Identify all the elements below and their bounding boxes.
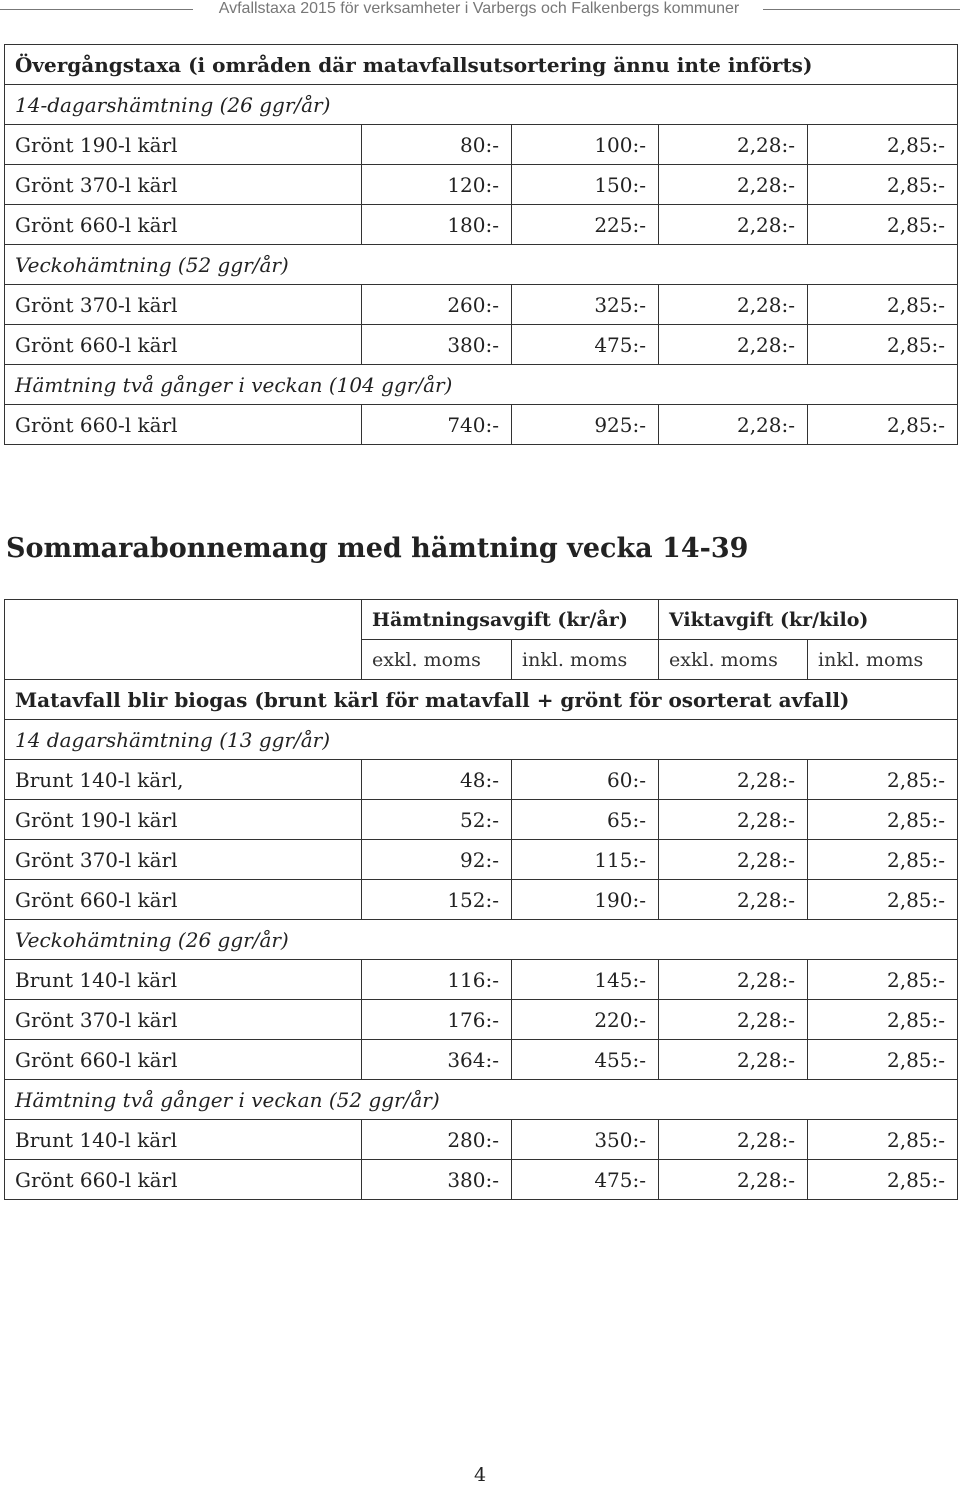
- table-row: [5, 285, 958, 325]
- fee-inkl-cell: 455:-: [512, 1040, 659, 1080]
- item-cell: Grönt 660-l kärl: [5, 205, 362, 245]
- header-blank-cell: [5, 600, 362, 680]
- fee-inkl-cell: 475:-: [512, 325, 659, 365]
- weight-exkl-cell: 2,28:-: [659, 760, 808, 800]
- table-title: Övergångstaxa (i områden där matavfallsutsortering ännu inte införts): [5, 45, 958, 85]
- header-title: Avfallstaxa 2015 för verksamheter i Varbergs och Falkenbergs kommuner: [218, 0, 740, 17]
- table-row: [5, 1160, 958, 1200]
- item-cell: Grönt 370-l kärl: [5, 165, 362, 205]
- table-row: [5, 960, 958, 1000]
- table-row: [5, 760, 958, 800]
- item-cell: Grönt 660-l kärl: [5, 405, 362, 445]
- weight-inkl-cell: 2,85:-: [808, 840, 958, 880]
- page-number: 4: [473, 1464, 487, 1486]
- fee-exkl-header: exkl. moms: [362, 640, 512, 680]
- item-cell: Grönt 660-l kärl: [5, 880, 362, 920]
- item-cell: Grönt 190-l kärl: [5, 800, 362, 840]
- weight-inkl-cell: 2,85:-: [808, 880, 958, 920]
- weight-inkl-cell: 2,85:-: [808, 405, 958, 445]
- group-label: 14-dagarshämtning (26 ggr/år): [5, 85, 958, 125]
- running-header: [0, 0, 960, 20]
- fee-inkl-cell: 65:-: [512, 800, 659, 840]
- summer-tariff-body: [5, 600, 958, 1200]
- fee-exkl-cell: 116:-: [362, 960, 512, 1000]
- table-row: [5, 1040, 958, 1080]
- table-title: Matavfall blir biogas (brunt kärl för matavfall + grönt för osorterat avfall): [5, 680, 958, 720]
- weight-exkl-cell: 2,28:-: [659, 880, 808, 920]
- weight-inkl-cell: 2,85:-: [808, 760, 958, 800]
- weight-inkl-cell: 2,85:-: [808, 1160, 958, 1200]
- weight-exkl-cell: 2,28:-: [659, 1160, 808, 1200]
- weight-inkl-cell: 2,85:-: [808, 205, 958, 245]
- weight-exkl-cell: 2,28:-: [659, 325, 808, 365]
- fee-exkl-cell: 180:-: [362, 205, 512, 245]
- transition-tariff-table: [4, 44, 958, 445]
- weight-inkl-cell: 2,85:-: [808, 800, 958, 840]
- table-row: [5, 1120, 958, 1160]
- weight-exkl-cell: 2,28:-: [659, 1040, 808, 1080]
- fee-exkl-cell: 92:-: [362, 840, 512, 880]
- weight-inkl-cell: 2,85:-: [808, 325, 958, 365]
- table-row: [5, 840, 958, 880]
- weight-exkl-cell: 2,28:-: [659, 285, 808, 325]
- fee-inkl-cell: 190:-: [512, 880, 659, 920]
- fee-exkl-cell: 740:-: [362, 405, 512, 445]
- item-cell: Brunt 140-l kärl: [5, 960, 362, 1000]
- fee-inkl-cell: 475:-: [512, 1160, 659, 1200]
- collection-fee-header: Hämtningsavgift (kr/år): [362, 600, 659, 640]
- group-row: [5, 1080, 958, 1120]
- group-row: [5, 245, 958, 285]
- header-rule-right: [763, 9, 960, 10]
- table-row: [5, 205, 958, 245]
- group-label: Hämtning två gånger i veckan (52 ggr/år): [5, 1080, 958, 1120]
- fee-inkl-cell: 220:-: [512, 1000, 659, 1040]
- weight-exkl-cell: 2,28:-: [659, 125, 808, 165]
- weight-exkl-cell: 2,28:-: [659, 960, 808, 1000]
- group-label: Hämtning två gånger i veckan (104 ggr/år): [5, 365, 958, 405]
- table-row: [5, 1000, 958, 1040]
- fee-inkl-cell: 925:-: [512, 405, 659, 445]
- table-row: [5, 125, 958, 165]
- item-cell: Grönt 660-l kärl: [5, 1160, 362, 1200]
- fee-exkl-cell: 152:-: [362, 880, 512, 920]
- fee-exkl-cell: 364:-: [362, 1040, 512, 1080]
- weight-exkl-cell: 2,28:-: [659, 800, 808, 840]
- weight-inkl-cell: 2,85:-: [808, 1040, 958, 1080]
- weight-inkl-cell: 2,85:-: [808, 960, 958, 1000]
- weight-exkl-cell: 2,28:-: [659, 1000, 808, 1040]
- fee-inkl-cell: 145:-: [512, 960, 659, 1000]
- table-row: [5, 405, 958, 445]
- weight-exkl-cell: 2,28:-: [659, 205, 808, 245]
- item-cell: Grönt 370-l kärl: [5, 840, 362, 880]
- fee-inkl-cell: 150:-: [512, 165, 659, 205]
- item-cell: Brunt 140-l kärl: [5, 1120, 362, 1160]
- weight-exkl-cell: 2,28:-: [659, 165, 808, 205]
- weight-inkl-cell: 2,85:-: [808, 1000, 958, 1040]
- fee-inkl-cell: 60:-: [512, 760, 659, 800]
- weight-inkl-cell: 2,85:-: [808, 285, 958, 325]
- fee-exkl-cell: 280:-: [362, 1120, 512, 1160]
- transition-tariff-body: [5, 45, 958, 445]
- fee-inkl-cell: 115:-: [512, 840, 659, 880]
- fee-inkl-cell: 100:-: [512, 125, 659, 165]
- summer-subscription-title: Sommarabonnemang med hämtning vecka 14-39: [6, 533, 749, 564]
- item-cell: Brunt 140-l kärl,: [5, 760, 362, 800]
- fee-exkl-cell: 120:-: [362, 165, 512, 205]
- group-label: 14 dagarshämtning (13 ggr/år): [5, 720, 958, 760]
- header-rule-left: [0, 9, 193, 10]
- weight-exkl-header: exkl. moms: [659, 640, 808, 680]
- item-cell: Grönt 660-l kärl: [5, 325, 362, 365]
- table-row: [5, 880, 958, 920]
- weight-exkl-cell: 2,28:-: [659, 405, 808, 445]
- fee-inkl-cell: 325:-: [512, 285, 659, 325]
- weight-exkl-cell: 2,28:-: [659, 1120, 808, 1160]
- table-row: [5, 800, 958, 840]
- fee-exkl-cell: 260:-: [362, 285, 512, 325]
- item-cell: Grönt 370-l kärl: [5, 285, 362, 325]
- weight-exkl-cell: 2,28:-: [659, 840, 808, 880]
- fee-exkl-cell: 380:-: [362, 1160, 512, 1200]
- item-cell: Grönt 660-l kärl: [5, 1040, 362, 1080]
- group-label: Veckohämtning (26 ggr/år): [5, 920, 958, 960]
- fee-exkl-cell: 380:-: [362, 325, 512, 365]
- group-row: [5, 720, 958, 760]
- group-label: Veckohämtning (52 ggr/år): [5, 245, 958, 285]
- fee-inkl-cell: 225:-: [512, 205, 659, 245]
- fee-exkl-cell: 80:-: [362, 125, 512, 165]
- summer-tariff-table: [4, 599, 958, 1200]
- weight-inkl-header: inkl. moms: [808, 640, 958, 680]
- fee-inkl-cell: 350:-: [512, 1120, 659, 1160]
- weight-fee-header: Viktavgift (kr/kilo): [659, 600, 958, 640]
- weight-inkl-cell: 2,85:-: [808, 125, 958, 165]
- group-row: [5, 920, 958, 960]
- table-row: [5, 165, 958, 205]
- fee-exkl-cell: 48:-: [362, 760, 512, 800]
- group-row: [5, 85, 958, 125]
- fee-inkl-header: inkl. moms: [512, 640, 659, 680]
- item-cell: Grönt 190-l kärl: [5, 125, 362, 165]
- weight-inkl-cell: 2,85:-: [808, 1120, 958, 1160]
- weight-inkl-cell: 2,85:-: [808, 165, 958, 205]
- fee-exkl-cell: 52:-: [362, 800, 512, 840]
- group-row: [5, 365, 958, 405]
- table-row: [5, 325, 958, 365]
- item-cell: Grönt 370-l kärl: [5, 1000, 362, 1040]
- fee-exkl-cell: 176:-: [362, 1000, 512, 1040]
